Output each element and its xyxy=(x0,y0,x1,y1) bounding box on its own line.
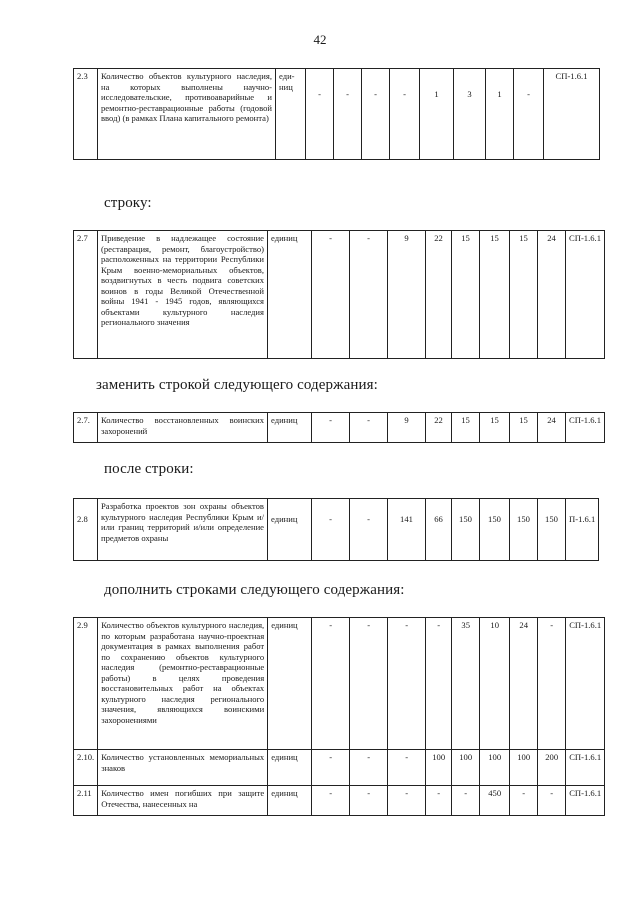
table-fourth xyxy=(73,498,599,561)
value-cell: - xyxy=(312,618,350,750)
value-cell: 200 xyxy=(538,750,566,786)
value-cell: 3 xyxy=(454,69,486,160)
row-code: СП-1.6.1 xyxy=(566,413,605,443)
row-description: Разработка проектов зон охраны объектов культурного наследия Республики Крым и/или границ территорий и/или определение предметов охраны xyxy=(98,499,268,561)
value-cell: 100 xyxy=(452,750,480,786)
value-cell: - xyxy=(312,750,350,786)
value-cell: - xyxy=(388,786,426,816)
row-code: СП-1.6.1 xyxy=(566,750,605,786)
value-cell: 150 xyxy=(452,499,480,561)
table-third xyxy=(73,412,605,443)
table-row xyxy=(74,786,605,816)
value-cell: 66 xyxy=(426,499,452,561)
value-cell: 100 xyxy=(480,750,510,786)
row-number: 2.9 xyxy=(74,618,98,750)
value-cell: - xyxy=(350,413,388,443)
value-cell: - xyxy=(514,69,544,160)
row-description: Приведение в надлежащее состояние (реставрация, ремонт, благоустройство) расположенных на территории Республики Крым военно-мемориальных объектов, воздвигнутых в честь подвига советских воинов в годы Великой Отечественной войны 1941 - 1945 годов, являющихся объектами культурного наследия регионального значения xyxy=(98,231,268,359)
value-cell: - xyxy=(306,69,334,160)
row-code: П-1.6.1 xyxy=(566,499,599,561)
value-cell: - xyxy=(426,618,452,750)
value-cell: - xyxy=(312,499,350,561)
value-cell: 24 xyxy=(510,618,538,750)
value-cell: - xyxy=(350,499,388,561)
value-cell: 10 xyxy=(480,618,510,750)
value-cell: 35 xyxy=(452,618,480,750)
value-cell: 22 xyxy=(426,231,452,359)
value-cell: - xyxy=(426,786,452,816)
value-cell: - xyxy=(350,618,388,750)
row-code: СП-1.6.1 xyxy=(566,618,605,750)
table-row xyxy=(74,231,605,359)
table-row xyxy=(74,750,605,786)
row-code: СП-1.6.1 xyxy=(566,231,605,359)
value-cell: 150 xyxy=(510,499,538,561)
row-description: Количество установленных мемориальных знаков xyxy=(98,750,268,786)
value-cell: 15 xyxy=(480,231,510,359)
value-cell: - xyxy=(312,231,350,359)
value-cell: - xyxy=(312,413,350,443)
page-number: 42 xyxy=(313,32,327,47)
value-cell: - xyxy=(390,69,420,160)
table-row xyxy=(74,618,605,750)
value-cell: 15 xyxy=(510,413,538,443)
value-cell: 150 xyxy=(538,499,566,561)
heading-append: дополнить строками следующего содержания: xyxy=(104,582,405,598)
value-cell: - xyxy=(334,69,362,160)
value-cell: - xyxy=(388,750,426,786)
row-number: 2.8 xyxy=(74,499,98,561)
value-cell: - xyxy=(312,786,350,816)
value-cell: 9 xyxy=(388,231,426,359)
row-number: 2.7 xyxy=(74,231,98,359)
table-second xyxy=(73,230,605,359)
value-cell: 100 xyxy=(426,750,452,786)
value-cell: 24 xyxy=(538,413,566,443)
table-row xyxy=(74,413,605,443)
row-unit: единиц xyxy=(268,618,312,750)
value-cell: 15 xyxy=(452,413,480,443)
value-cell: - xyxy=(350,231,388,359)
row-description: Количество имен погибших при защите Отечества, нанесенных на xyxy=(98,786,268,816)
row-number: 2.7. xyxy=(74,413,98,443)
row-number: 2.10. xyxy=(74,750,98,786)
heading-row-intro: строку: xyxy=(104,195,152,211)
row-code: СП-1.6.1 xyxy=(566,786,605,816)
value-cell: 150 xyxy=(480,499,510,561)
value-cell: 15 xyxy=(452,231,480,359)
table-first xyxy=(73,68,600,160)
value-cell: 450 xyxy=(480,786,510,816)
value-cell: - xyxy=(538,618,566,750)
value-cell: - xyxy=(452,786,480,816)
value-cell: 100 xyxy=(510,750,538,786)
table-row xyxy=(74,499,599,561)
value-cell: - xyxy=(388,618,426,750)
value-cell: 15 xyxy=(480,413,510,443)
row-unit: единиц xyxy=(268,499,312,561)
row-description: Количество объектов культурного наследия, на которых выполнены научно-исследовательские, противоаварийные и ремонтно-реставрационные работы (годовой ввод) (в рамках Плана капитального ремонта) xyxy=(98,69,276,160)
value-cell: - xyxy=(350,786,388,816)
row-code: СП-1.6.1 xyxy=(544,69,600,160)
row-description: Количество объектов культурного наследия, по которым разработана научно-проектная документация в рамках выполнения работ по сохранению объектов культурного наследия (ремонтно-реставрационные работы) в целях проведения восстановительных работ на объектах культурного наследия регионального значения, являющихся воинскими захоронениями xyxy=(98,618,268,750)
value-cell: - xyxy=(350,750,388,786)
row-unit: единиц xyxy=(268,231,312,359)
row-unit: еди-ниц xyxy=(276,69,306,160)
value-cell: - xyxy=(510,786,538,816)
value-cell: 1 xyxy=(420,69,454,160)
value-cell: 141 xyxy=(388,499,426,561)
value-cell: 15 xyxy=(510,231,538,359)
value-cell: 9 xyxy=(388,413,426,443)
table-row xyxy=(74,69,600,160)
value-cell: - xyxy=(538,786,566,816)
table-fifth xyxy=(73,617,605,816)
row-description: Количество восстановленных воинских захоронений xyxy=(98,413,268,443)
heading-replace: заменить строкой следующего содержания: xyxy=(96,377,378,393)
heading-after-row: после строки: xyxy=(104,461,194,477)
value-cell: - xyxy=(362,69,390,160)
row-unit: единиц xyxy=(268,750,312,786)
value-cell: 24 xyxy=(538,231,566,359)
value-cell: 1 xyxy=(486,69,514,160)
value-cell: 22 xyxy=(426,413,452,443)
row-number: 2.3 xyxy=(74,69,98,160)
row-unit: единиц xyxy=(268,786,312,816)
row-unit: единиц xyxy=(268,413,312,443)
row-number: 2.11 xyxy=(74,786,98,816)
